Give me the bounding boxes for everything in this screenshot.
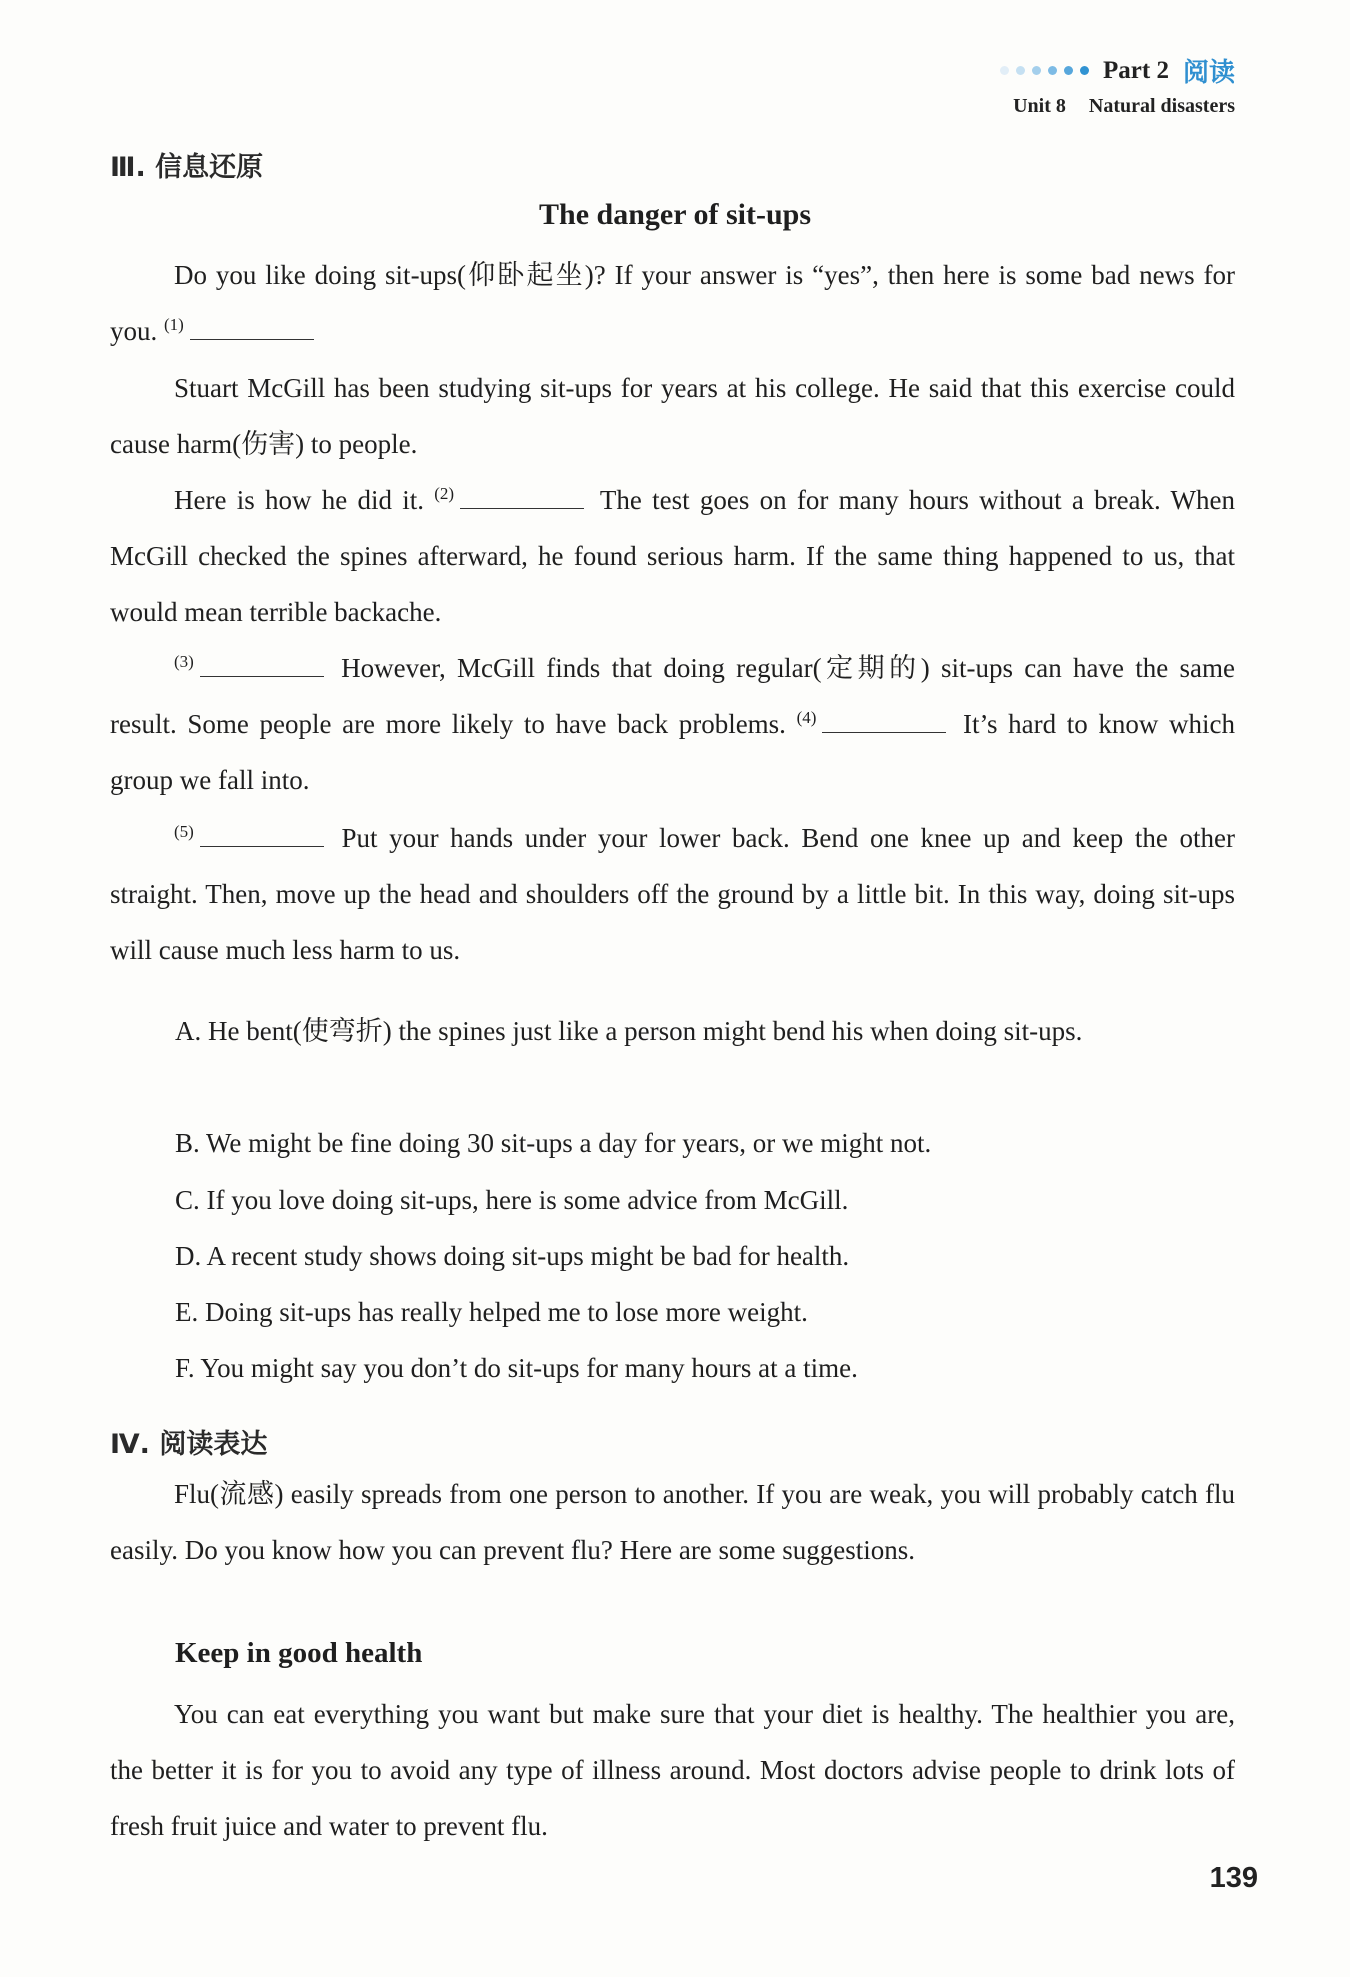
part-label: Part 2 [1103,56,1169,84]
answer-blank-3[interactable] [200,652,324,677]
paragraph-5 [110,810,1235,978]
decorative-dots [1000,66,1089,75]
unit-title: Natural disasters [1088,95,1235,117]
part-label-cn: 阅读 [1182,58,1235,88]
option-e: E. Doing sit-ups has really helped me to lose more weight. [175,1297,808,1327]
intro-paragraph: Flu(流感) easily spreads from one person to another. If you are weak, you will probably catch flu easily. Do you know how you can prevent flu? Here are some suggestions. [110,1479,1235,1565]
dot-icon [1000,66,1009,75]
paragraph-text: Here is how he did it. [174,485,424,515]
blank-number: (5) [174,822,194,841]
dot-icon [1064,66,1073,75]
running-header [1000,52,1235,118]
blank-number: (1) [164,315,184,334]
paragraph-2: Stuart McGill has been studying sit-ups for years at his college. He said that this exercise could cause harm(伤害) to people. [110,373,1235,459]
blank-number: (2) [434,484,455,503]
option-c: C. If you love doing sit-ups, here is some advice from McGill. [175,1185,849,1215]
paragraph-3 [110,472,1235,640]
unit-label: Unit 8 [1013,95,1066,117]
answer-blank-4[interactable] [822,708,946,733]
paragraph-text: Put your hands under your lower back. Bend one knee up and keep the other straight. Then, move up the head and shoulders off the ground by a little bit. In this way, doing sit-ups will cause much less harm to us. [110,823,1235,965]
answer-blank-2[interactable] [460,484,584,509]
body-paragraph: You can eat everything you want but make sure that your diet is healthy. The healthier you are, the better it is for you to avoid any type of illness around. Most doctors advise people to drink lots of fresh fruit juice and water to prevent flu. [110,1699,1235,1841]
paragraph-1 [110,247,1235,359]
answer-blank-5[interactable] [200,822,324,847]
dot-icon [1016,66,1025,75]
subheading: Keep in good health [175,1637,423,1669]
section-title-4: Ⅳ. 阅读表达 [110,1429,268,1460]
option-b: B. We might be fine doing 30 sit-ups a day for years, or we might not. [175,1128,932,1158]
dot-icon [1080,66,1089,75]
paragraph-text: However, McGill finds that doing regular(定期的) sit-ups can have the same result. Some people are more likely to have back problems. [110,653,1235,739]
option-f: F. You might say you don’t do sit-ups for many hours at a time. [175,1353,858,1383]
passage-title: The danger of sit-ups [539,198,811,231]
blank-number: (4) [796,708,817,727]
paragraph-text: Do you like doing sit-ups(仰卧起坐)? If your answer is “yes”, then here is some bad news for you. [110,260,1235,346]
blank-number: (3) [174,652,194,671]
answer-blank-1[interactable] [190,315,314,340]
section-title-3: Ⅲ. 信息还原 [110,152,264,183]
option-d: D. A recent study shows doing sit-ups might be bad for health. [175,1241,850,1271]
paragraph-text: The test goes on for many hours without a break. When McGill checked the spines afterward, he found serious harm. If the same thing happened to us, that would mean terrible backache. [110,485,1236,627]
dot-icon [1048,66,1057,75]
dot-icon [1032,66,1041,75]
page-number: 139 [1209,1862,1258,1894]
option-a: A. He bent(使弯折) the spines just like a person might bend his when doing sit-ups. [175,1016,1083,1046]
paragraph-4 [110,640,1235,808]
paragraph-text: It’s hard to know which group we fall into. [110,709,1236,795]
